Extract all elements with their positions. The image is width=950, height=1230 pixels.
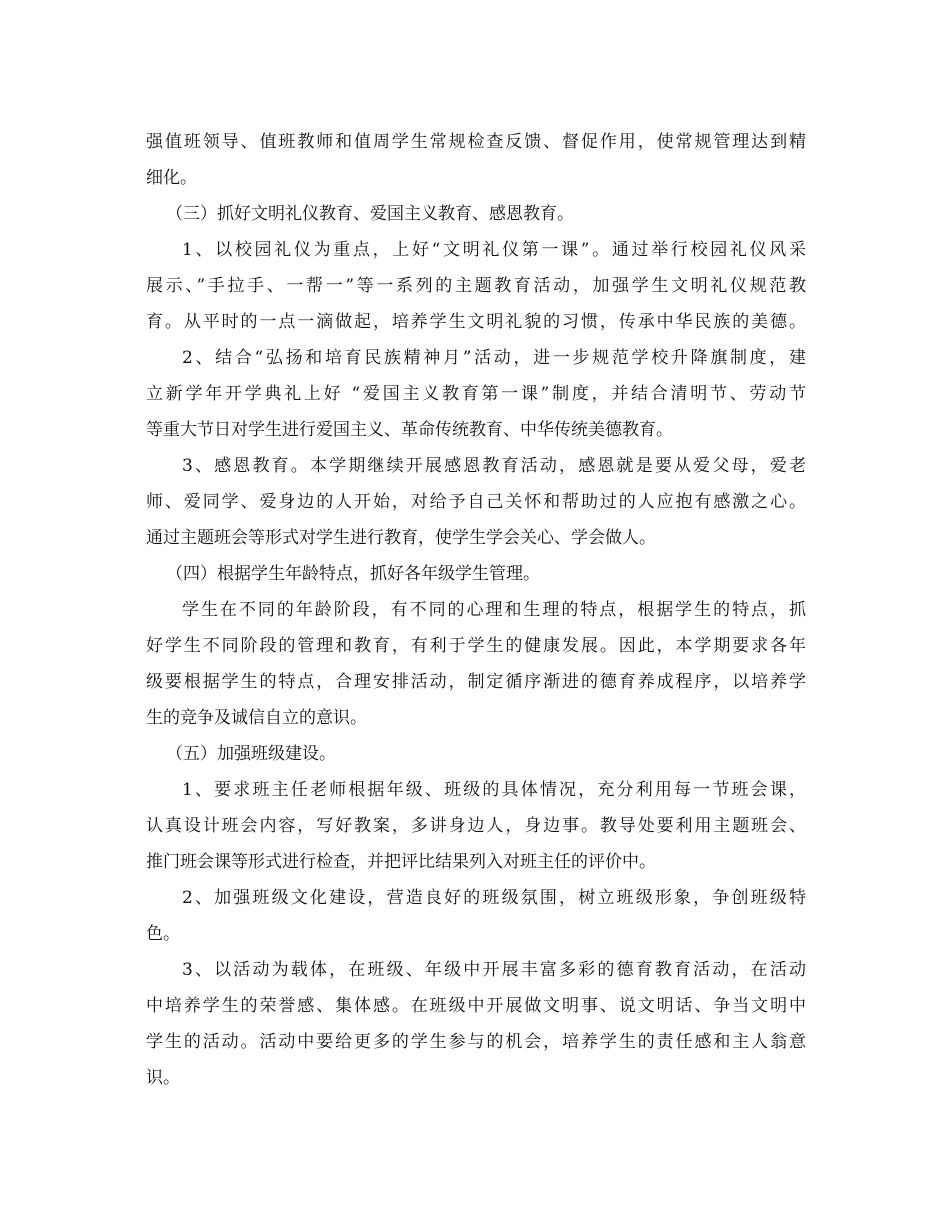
text-line: 色。 bbox=[146, 924, 180, 944]
text-line: 立新学年开学典礼上好 “爱国主义教育第一课”制度，并结合清明节、劳动节 bbox=[146, 384, 806, 404]
text-line: 识。 bbox=[146, 1068, 180, 1088]
text-line: 认真设计班会内容，写好教案，多讲身边人，身边事。教导处要利用主题班会、 bbox=[146, 816, 806, 836]
text-line: 师、爱同学、爱身边的人开始，对给予自己关怀和帮助过的人应抱有感激之心。 bbox=[146, 492, 806, 512]
text-line: 好学生不同阶段的管理和教育，有利于学生的健康发展。因此，本学期要求各年 bbox=[146, 636, 806, 656]
text-line: 1、以校园礼仪为重点，上好“文明礼仪第一课”。通过举行校园礼仪风采 bbox=[182, 240, 806, 260]
text-line: 2、结合“弘扬和培育民族精神月”活动，进一步规范学校升降旗制度，建 bbox=[182, 348, 806, 368]
text-line: 级要根据学生的特点，合理安排活动，制定循序渐进的德育养成程序，以培养学 bbox=[146, 672, 806, 692]
text-line: 学生在不同的年龄阶段，有不同的心理和生理的特点，根据学生的特点，抓 bbox=[182, 600, 806, 620]
text-line: 强值班领导、值班教师和值周学生常规检查反馈、督促作用，使常规管理达到精 bbox=[146, 132, 806, 152]
text-line: 等重大节日对学生进行爱国主义、革命传统教育、中华传统美德教育。 bbox=[146, 420, 673, 440]
text-line: 展示、”手拉手、一帮一”等一系列的主题教育活动，加强学生文明礼仪规范教 bbox=[146, 276, 806, 296]
section-heading: （三）抓好文明礼仪教育、爱国主义教育、感恩教育。 bbox=[166, 204, 574, 224]
text-line: 3、感恩教育。本学期继续开展感恩教育活动，感恩就是要从爱父母，爱老 bbox=[182, 456, 806, 476]
section-heading: （五）加强班级建设。 bbox=[166, 744, 336, 764]
text-line: 推门班会课等形式进行检查，并把评比结果列入对班主任的评价中。 bbox=[146, 852, 656, 872]
text-line: 生的竞争及诚信自立的意识。 bbox=[146, 708, 367, 728]
text-line: 3、以活动为载体，在班级、年级中开展丰富多彩的德育教育活动，在活动 bbox=[182, 960, 806, 980]
text-line: 学生的活动。活动中要给更多的学生参与的机会，培养学生的责任感和主人翁意 bbox=[146, 1032, 806, 1052]
text-line: 2、加强班级文化建设，营造良好的班级氛围，树立班级形象，争创班级特 bbox=[182, 888, 806, 908]
section-heading: （四）根据学生年龄特点，抓好各年级学生管理。 bbox=[166, 564, 540, 584]
text-line: 育。从平时的一点一滴做起，培养学生文明礼貌的习惯，传承中华民族的美德。 bbox=[146, 312, 806, 332]
text-line: 中培养学生的荣誉感、集体感。在班级中开展做文明事、说文明话、争当文明中 bbox=[146, 996, 806, 1016]
text-line: 1、要求班主任老师根据年级、班级的具体情况，充分利用每一节班会课， bbox=[182, 780, 806, 800]
text-line: 细化。 bbox=[146, 168, 197, 188]
text-line: 通过主题班会等形式对学生进行教育，使学生学会关心、学会做人。 bbox=[146, 528, 656, 548]
document-body bbox=[146, 124, 806, 1096]
